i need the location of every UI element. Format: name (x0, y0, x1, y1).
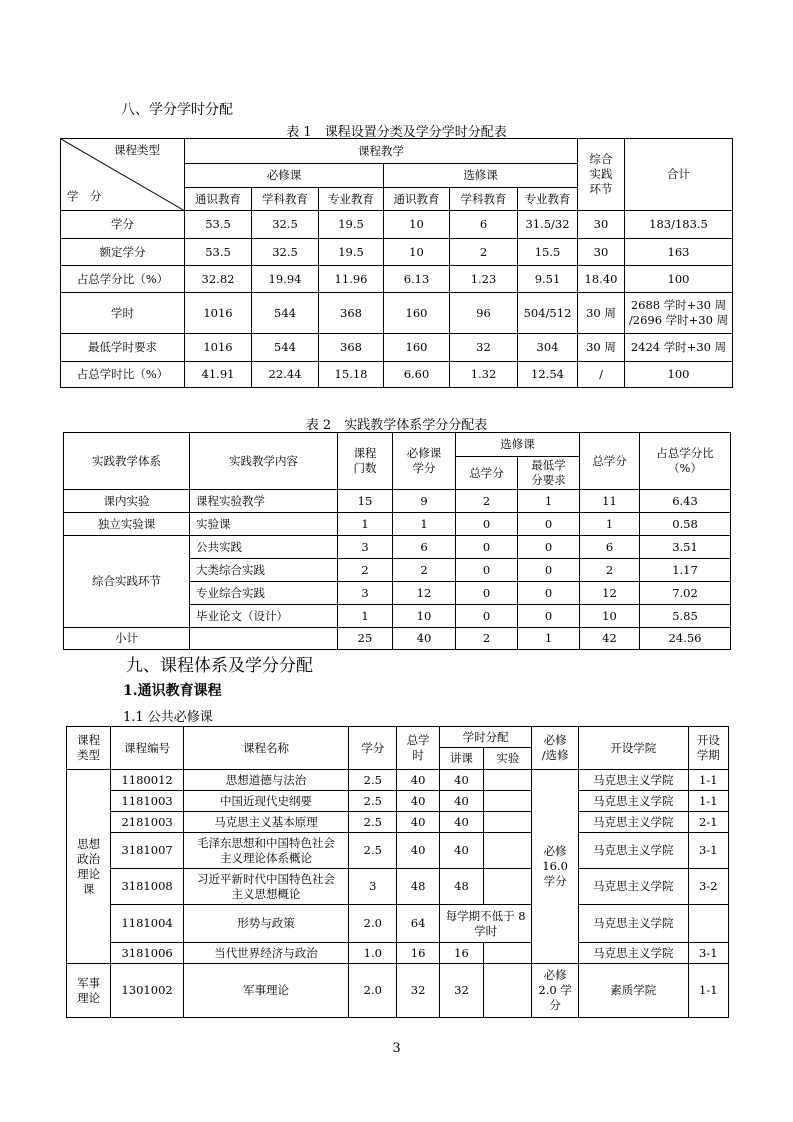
subheader: 专业教育 (518, 188, 578, 211)
course-code: 3181007 (111, 833, 184, 869)
table1-cell: 1.32 (450, 362, 518, 388)
table2-cell: 0 (518, 559, 580, 582)
course-code: 1181004 (111, 905, 184, 943)
table1-cell: 53.5 (185, 239, 252, 266)
course-name: 中国近现代史纲要 (183, 791, 348, 812)
course-credits: 2.0 (349, 964, 397, 1018)
table1-row (61, 239, 733, 266)
course-name: 习近平新时代中国特色社会 主义思想概论 (183, 869, 348, 905)
table1-cell: 32 (450, 334, 518, 362)
table1-cell: 30 (578, 239, 625, 266)
course-row (67, 905, 729, 943)
table1-cell: 368 (319, 334, 384, 362)
section-8-title: 八、学分学时分配 (121, 102, 233, 118)
subsection-1-title: 1.通识教育课程 (123, 683, 222, 699)
course-college: 马克思主义学院 (578, 905, 688, 943)
course-lab (484, 943, 532, 964)
course-credits: 3 (349, 869, 397, 905)
table2-cell: 1 (580, 513, 640, 536)
table1-cell: / (578, 362, 625, 388)
header-system: 实践教学体系 (64, 433, 190, 490)
course-lecture: 每学期不低于 8 学时 (439, 905, 532, 943)
course-college: 马克思主义学院 (578, 943, 688, 964)
table1-cell: 30 周 (578, 334, 625, 362)
course-college: 马克思主义学院 (578, 869, 688, 905)
course-hours: 40 (397, 812, 439, 833)
course-lab (484, 770, 532, 791)
course-code: 3181008 (111, 869, 184, 905)
course-hours: 48 (397, 869, 439, 905)
header-required-elective: 必修 /选修 (532, 727, 578, 770)
row-label: 额定学分 (61, 239, 185, 266)
table2-cell: 1 (518, 490, 580, 513)
table2-cell: 2 (580, 559, 640, 582)
course-lab (484, 791, 532, 812)
course-college: 马克思主义学院 (578, 812, 688, 833)
table1-caption: 表 1 课程设置分类及学分学时分配表 (286, 125, 507, 140)
table2-cell: 3 (338, 536, 393, 559)
table2-cell: 3.51 (640, 536, 731, 559)
course-code: 3181006 (111, 943, 184, 964)
table2-cell: 2 (338, 559, 393, 582)
table1-cell: 18.40 (578, 266, 625, 293)
subtotal-label: 小计 (64, 628, 190, 650)
course-type: 军事 理论 (67, 964, 111, 1018)
table2-cell: 0 (456, 605, 518, 628)
row-label: 最低学时要求 (61, 334, 185, 362)
table2-cell: 0.58 (640, 513, 731, 536)
table1-cell: 53.5 (185, 211, 252, 239)
table1-cell: 41.91 (185, 362, 252, 388)
subtotal-content (190, 628, 338, 650)
table1-cell: 544 (252, 293, 319, 334)
course-college: 素质学院 (578, 964, 688, 1018)
table2-cell: 15 (338, 490, 393, 513)
course-college: 马克思主义学院 (578, 791, 688, 812)
course-hours: 40 (397, 770, 439, 791)
header-required: 必修课 (185, 164, 384, 188)
header-content: 实践教学内容 (190, 433, 338, 490)
practice-content: 大类综合实践 (190, 559, 338, 582)
course-code: 1181003 (111, 791, 184, 812)
table1-cell: 544 (252, 334, 319, 362)
header-credits: 学分 (349, 727, 397, 770)
course-term: 3-1 (688, 833, 728, 869)
corner-course-type: 课程类型 (114, 143, 160, 157)
table1-row (61, 266, 733, 293)
table1-cell: 1016 (185, 334, 252, 362)
subheader: 学科教育 (252, 188, 319, 211)
table1-cell: 11.96 (319, 266, 384, 293)
table1-row (61, 293, 733, 334)
row-label: 占总学分比（%） (61, 266, 185, 293)
course-name: 思想道德与法治 (183, 770, 348, 791)
header-elective: 选修课 (456, 433, 580, 457)
course-lecture: 48 (439, 869, 483, 905)
subtotal-cell: 1 (518, 628, 580, 650)
course-lecture: 40 (439, 812, 483, 833)
course-name: 形势与政策 (183, 905, 348, 943)
table1-cell: 32.5 (252, 239, 319, 266)
subheader: 学科教育 (450, 188, 518, 211)
table2-cell: 6 (393, 536, 456, 559)
table1-cell: 160 (384, 334, 450, 362)
table1-cell: 504/512 (518, 293, 578, 334)
table2-subtotal-row (64, 628, 731, 650)
header-course-count: 课程 门数 (338, 433, 393, 490)
course-row (67, 943, 729, 964)
table2-cell: 0 (518, 605, 580, 628)
header-name: 课程名称 (183, 727, 348, 770)
table2-cell: 0 (518, 536, 580, 559)
course-name: 当代世界经济与政治 (183, 943, 348, 964)
table1-cell: 304 (518, 334, 578, 362)
header-required-credits: 必修课 学分 (393, 433, 456, 490)
table1-cell: 22.44 (252, 362, 319, 388)
header-college: 开设学院 (578, 727, 688, 770)
header-elective-total: 总学分 (456, 457, 518, 490)
table2-cell: 11 (580, 490, 640, 513)
course-row (67, 833, 729, 869)
table1 (60, 138, 733, 388)
course-term: 1-1 (688, 791, 728, 812)
table1-cell: 15.18 (319, 362, 384, 388)
table1-cell: 32.5 (252, 211, 319, 239)
course-row (67, 770, 729, 791)
row-label: 占总学时比（%） (61, 362, 185, 388)
course-credits: 2.5 (349, 791, 397, 812)
section-9-title: 九、课程体系及学分分配 (126, 656, 313, 676)
table1-cell: 2 (450, 239, 518, 266)
table2-cell: 0 (456, 582, 518, 605)
table1-cell: 19.5 (319, 239, 384, 266)
table2-row (64, 490, 731, 513)
course-name: 军事理论 (183, 964, 348, 1018)
subtotal-cell: 24.56 (640, 628, 731, 650)
table1-cell: 100 (625, 266, 733, 293)
table1-cell: 2688 学时+30 周 /2696 学时+30 周 (625, 293, 733, 334)
course-lecture: 16 (439, 943, 483, 964)
header-term: 开设 学期 (688, 727, 728, 770)
table1-cell: 368 (319, 293, 384, 334)
practice-content: 课程实验教学 (190, 490, 338, 513)
header-type: 课程 类型 (67, 727, 111, 770)
table2-cell: 7.02 (640, 582, 731, 605)
table1-cell: 1016 (185, 293, 252, 334)
table1-cell: 6 (450, 211, 518, 239)
course-term: 1-1 (688, 964, 728, 1018)
table1-cell: 183/183.5 (625, 211, 733, 239)
table2-row (64, 513, 731, 536)
table1-cell: 12.54 (518, 362, 578, 388)
course-row (67, 869, 729, 905)
header-total-credits: 总学分 (580, 433, 640, 490)
course-required: 必修 16.0 学分 (532, 770, 578, 964)
course-code: 2181003 (111, 812, 184, 833)
course-term (688, 905, 728, 943)
table1-row (61, 334, 733, 362)
practice-system: 课内实验 (64, 490, 190, 513)
table2-row (64, 536, 731, 559)
table2-cell: 0 (456, 513, 518, 536)
table2-cell: 1.17 (640, 559, 731, 582)
course-code: 1180012 (111, 770, 184, 791)
table1-cell: 19.94 (252, 266, 319, 293)
table1-cell: 10 (384, 211, 450, 239)
course-name: 马克思主义基本原理 (183, 812, 348, 833)
table1-cell: 32.82 (185, 266, 252, 293)
subtotal-cell: 42 (580, 628, 640, 650)
header-elective-min: 最低学 分要求 (518, 457, 580, 490)
subsection-1-1-title: 1.1 公共必修课 (123, 710, 213, 725)
table1-cell: 30 (578, 211, 625, 239)
practice-content: 实验课 (190, 513, 338, 536)
course-term: 2-1 (688, 812, 728, 833)
subtotal-cell: 40 (393, 628, 456, 650)
course-required: 必修 2.0 学 分 (532, 964, 578, 1018)
course-code: 1301002 (111, 964, 184, 1018)
table2-caption: 表 2 实践教学体系学分分配表 (305, 418, 488, 433)
practice-content: 毕业论文（设计） (190, 605, 338, 628)
table2-cell: 1 (338, 513, 393, 536)
table2-cell: 10 (393, 605, 456, 628)
course-row (67, 812, 729, 833)
row-label: 学时 (61, 293, 185, 334)
subheader: 专业教育 (319, 188, 384, 211)
course-row (67, 964, 729, 1018)
table1-cell: 6.60 (384, 362, 450, 388)
course-lab (484, 833, 532, 869)
course-lab (484, 869, 532, 905)
practice-system: 独立实验课 (64, 513, 190, 536)
table1-cell: 2424 学时+30 周 (625, 334, 733, 362)
course-credits: 2.0 (349, 905, 397, 943)
table1-cell: 160 (384, 293, 450, 334)
practice-system: 综合实践环节 (64, 536, 190, 628)
subtotal-cell: 2 (456, 628, 518, 650)
table2-cell: 2 (456, 490, 518, 513)
table2-cell: 0 (518, 513, 580, 536)
subheader: 通识教育 (185, 188, 252, 211)
table1-cell: 31.5/32 (518, 211, 578, 239)
header-code: 课程编号 (111, 727, 184, 770)
table3 (66, 726, 729, 1018)
header-hours: 总学 时 (397, 727, 439, 770)
table2-cell: 0 (456, 536, 518, 559)
table2-cell: 6 (580, 536, 640, 559)
course-credits: 2.5 (349, 812, 397, 833)
course-lecture: 40 (439, 791, 483, 812)
table2-cell: 9 (393, 490, 456, 513)
table2-cell: 5.85 (640, 605, 731, 628)
table1-cell: 6.13 (384, 266, 450, 293)
course-lecture: 32 (439, 964, 483, 1018)
table2-cell: 6.43 (640, 490, 731, 513)
course-term: 1-1 (688, 770, 728, 791)
course-college: 马克思主义学院 (578, 770, 688, 791)
course-hours: 40 (397, 833, 439, 869)
practice-content: 专业综合实践 (190, 582, 338, 605)
table2-cell: 10 (580, 605, 640, 628)
table2-cell: 0 (456, 559, 518, 582)
course-term: 3-2 (688, 869, 728, 905)
row-label: 学分 (61, 211, 185, 239)
table1-cell: 96 (450, 293, 518, 334)
corner-credits: 学 分 (67, 189, 102, 203)
subheader: 通识教育 (384, 188, 450, 211)
course-lecture: 40 (439, 770, 483, 791)
header-total: 合计 (625, 139, 733, 211)
table1-cell: 30 周 (578, 293, 625, 334)
practice-content: 公共实践 (190, 536, 338, 559)
table1-cell: 10 (384, 239, 450, 266)
table1-cell: 163 (625, 239, 733, 266)
table1-cell: 9.51 (518, 266, 578, 293)
header-lab: 实验 (484, 748, 532, 770)
course-row (67, 791, 729, 812)
course-credits: 2.5 (349, 770, 397, 791)
header-course-teaching: 课程教学 (185, 139, 578, 164)
table2-cell: 1 (338, 605, 393, 628)
table1-row (61, 211, 733, 239)
table2-cell: 12 (393, 582, 456, 605)
course-hours: 40 (397, 791, 439, 812)
page-number: 3 (392, 1041, 401, 1056)
course-hours: 16 (397, 943, 439, 964)
table2-cell: 3 (338, 582, 393, 605)
course-name: 毛泽东思想和中国特色社会 主义理论体系概论 (183, 833, 348, 869)
course-hours: 32 (397, 964, 439, 1018)
table1-cell: 19.5 (319, 211, 384, 239)
course-lab (484, 964, 532, 1018)
table1-cell: 100 (625, 362, 733, 388)
table1-cell: 15.5 (518, 239, 578, 266)
table2-cell: 12 (580, 582, 640, 605)
table1-cell: 1.23 (450, 266, 518, 293)
table2 (63, 432, 731, 650)
header-distribution: 学时分配 (439, 727, 532, 748)
header-practice: 综合实践环节 (578, 139, 625, 211)
header-lecture: 讲课 (439, 748, 483, 770)
course-type: 思想 政治 理论 课 (67, 770, 111, 964)
course-credits: 2.5 (349, 833, 397, 869)
table2-cell: 2 (393, 559, 456, 582)
course-credits: 1.0 (349, 943, 397, 964)
course-college: 马克思主义学院 (578, 833, 688, 869)
course-hours: 64 (397, 905, 439, 943)
course-lecture: 40 (439, 833, 483, 869)
table2-cell: 0 (518, 582, 580, 605)
course-lab (484, 812, 532, 833)
subtotal-cell: 25 (338, 628, 393, 650)
header-ratio: 占总学分比 （%） (640, 433, 731, 490)
header-elective: 选修课 (384, 164, 578, 188)
table1-corner-cell (61, 139, 185, 211)
table2-cell: 1 (393, 513, 456, 536)
table1-row (61, 362, 733, 388)
course-term: 3-1 (688, 943, 728, 964)
